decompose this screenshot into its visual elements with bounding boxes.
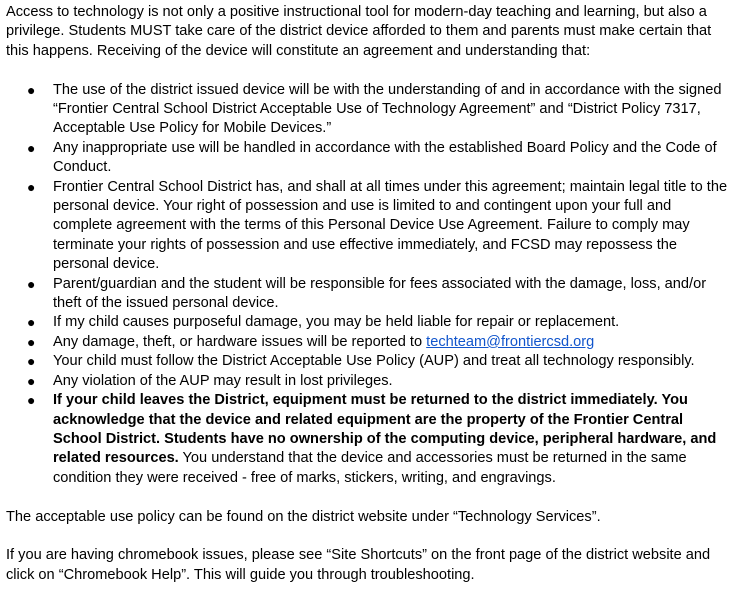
list-item-text: Frontier Central School District has, and shall at all times under this agreement; maintain legal title to the personal device. Your right of possession and use is limited to and contingent upon your full and complete agreement with the terms of this Personal Device Use Agreement. Failure to comply may terminate your rights of possession and use effective immediately, and FCSD may repossess the personal device. bbox=[53, 178, 728, 273]
list-item-text: Any damage, theft, or hardware issues will be reported to bbox=[53, 333, 427, 350]
bullet-icon: ● bbox=[27, 353, 36, 370]
policy-note-paragraph: The acceptable use policy can be found on the district website under “Technology Services”. bbox=[6, 508, 601, 525]
bullet-icon: ● bbox=[27, 392, 36, 409]
list-item bbox=[6, 178, 733, 275]
return-equipment-bold-text: If your child leaves the District, equipment must be returned to the district immediately. You acknowledge that the device and related equipment are the property of the Frontier Central School District. Students have no ownership of the computing device, peripheral hardware, and related resources. bbox=[53, 392, 717, 467]
list-item bbox=[6, 81, 733, 139]
list-item bbox=[6, 372, 733, 391]
paragraph-spacer bbox=[6, 527, 733, 546]
list-item bbox=[6, 139, 733, 178]
bullet-icon: ● bbox=[27, 372, 36, 389]
list-item-text: If my child causes purposeful damage, you may be held liable for repair or replacement. bbox=[53, 314, 620, 331]
list-item-text: The use of the district issued device will be with the understanding of and in accordance with the signed “Frontier Central School District Acceptable Use of Technology Agreement” and “District Policy 7317, Acceptable Use Policy for Mobile Devices.” bbox=[53, 81, 722, 137]
techteam-email-link[interactable]: techteam@frontiercsd.org bbox=[426, 333, 595, 350]
intro-paragraph: Access to technology is not only a positive instructional tool for modern-day teaching and learning, but also a privilege. Students MUST take care of the district device afforded to them and parents must make certain that this happens. Receiving of the device will constitute an agreement and understanding that: bbox=[6, 4, 712, 59]
bullet-icon: ● bbox=[27, 314, 36, 331]
help-note-paragraph: If you are having chromebook issues, please see “Site Shortcuts” on the front page of the district website and click on “Chromebook Help”. This will guide you through troubleshooting. bbox=[6, 547, 711, 583]
list-item-text: You understand that the device and accessories must be returned in the same condition they were received - free of marks, stickers, writing, and engravings. bbox=[53, 450, 687, 486]
list-item bbox=[6, 275, 733, 314]
bullet-icon: ● bbox=[27, 333, 36, 350]
list-item bbox=[6, 333, 733, 352]
agreement-list bbox=[6, 81, 733, 489]
list-item-text: Any violation of the AUP may result in lost privileges. bbox=[53, 372, 393, 389]
bullet-icon: ● bbox=[27, 275, 36, 292]
list-item bbox=[6, 391, 733, 488]
list-item-text: Your child must follow the District Acceptable Use Policy (AUP) and treat all technology responsibly. bbox=[53, 353, 695, 370]
list-item-text: Any inappropriate use will be handled in accordance with the established Board Policy and the Code of Conduct. bbox=[53, 139, 717, 176]
bullet-icon: ● bbox=[27, 178, 36, 195]
bullet-icon: ● bbox=[27, 139, 36, 156]
list-item bbox=[6, 352, 733, 371]
list-item bbox=[6, 313, 733, 332]
bullet-icon: ● bbox=[27, 81, 36, 98]
list-item-text: Parent/guardian and the student will be responsible for fees associated with the damage, loss, and/or theft of the issued personal device. bbox=[53, 275, 707, 312]
